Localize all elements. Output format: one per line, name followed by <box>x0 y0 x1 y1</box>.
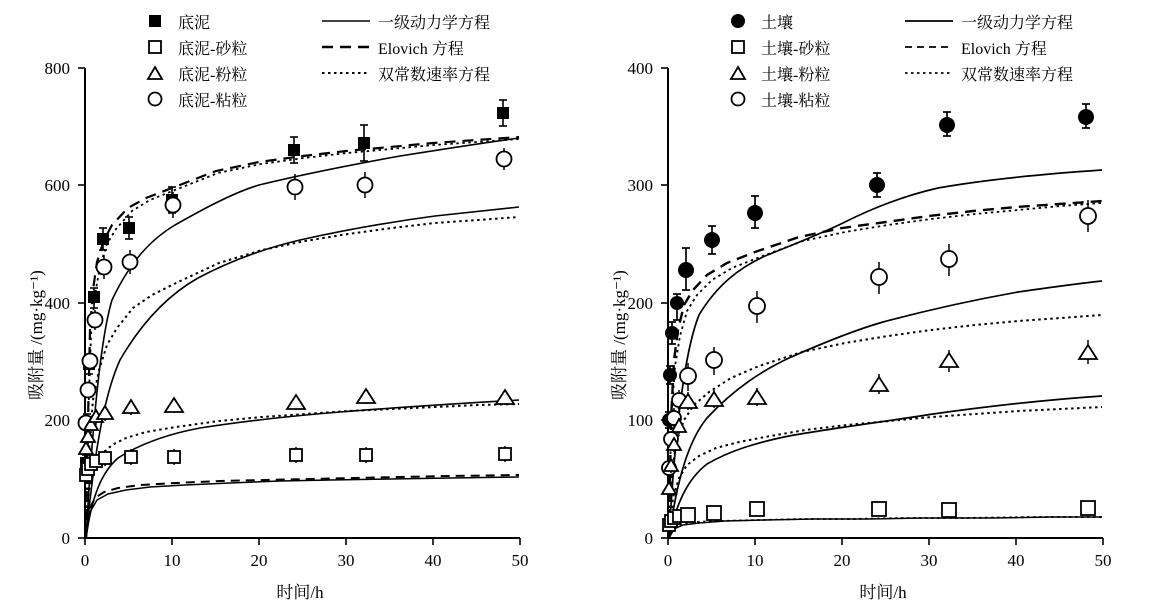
legend-item <box>138 86 247 112</box>
svg-text:100: 100 <box>627 411 653 430</box>
svg-text:400: 400 <box>44 294 70 313</box>
svg-text:30: 30 <box>920 551 938 570</box>
legend-item <box>903 34 1073 60</box>
solid-line-icon <box>320 11 372 31</box>
svg-text:0: 0 <box>61 529 70 548</box>
svg-text:10: 10 <box>746 551 764 570</box>
legend-item <box>903 8 1073 34</box>
svg-text:300: 300 <box>627 176 653 195</box>
svg-text:200: 200 <box>627 294 653 313</box>
plot-right-svg <box>583 0 1165 610</box>
svg-text:0: 0 <box>644 529 653 548</box>
svg-text:200: 200 <box>44 411 70 430</box>
legend-label: 底泥-粉粒 <box>178 66 248 84</box>
open-circle-icon <box>138 89 172 109</box>
svg-text:40: 40 <box>1007 551 1025 570</box>
dashed-line-icon <box>903 37 955 57</box>
legend-item <box>721 8 830 34</box>
svg-text:0: 0 <box>80 551 90 570</box>
legend-label: 土壤-粘粒 <box>761 92 831 110</box>
svg-text:600: 600 <box>44 176 70 195</box>
fit-firstorder-clay-sediment <box>86 207 519 538</box>
legend-item <box>903 60 1073 86</box>
fit-firstorder-sand-soil <box>669 517 1102 538</box>
errorbars-clay-soil <box>669 200 1088 478</box>
fit-doubleconstant-soil <box>669 203 1102 538</box>
x-axis-label-right: 时间/h <box>859 583 907 602</box>
legend-item <box>320 34 490 60</box>
legend-label: 底泥-粘粒 <box>178 92 248 110</box>
legend-item <box>320 8 490 34</box>
legend-label: 土壤 <box>761 14 794 32</box>
fit-doubleconstant-clay-sediment <box>86 217 519 538</box>
fit-doubleconstant-silt-sediment <box>86 404 519 538</box>
fit-firstorder-sand-sediment <box>86 477 519 538</box>
legend-left-col2 <box>320 8 490 86</box>
legend-label: 一级动力学方程 <box>378 14 491 32</box>
markers-clay-sediment <box>79 152 512 431</box>
legend-label: 双常数速率方程 <box>378 66 491 84</box>
fit-elovich-soil <box>669 201 1102 538</box>
legend-label: 底泥 <box>178 14 211 32</box>
y-axis-label-left: 吸附量 /(mg·kg⁻¹) <box>27 270 46 400</box>
legend-label: Elovich 方程 <box>961 40 1047 58</box>
svg-text:50: 50 <box>511 551 529 570</box>
open-square-icon <box>138 37 172 57</box>
legend-item <box>138 34 247 60</box>
open-square-icon <box>721 37 755 57</box>
legend-label: 双常数速率方程 <box>961 66 1074 84</box>
legend-label: 一级动力学方程 <box>961 14 1074 32</box>
open-triangle-icon <box>721 63 755 83</box>
legend-item <box>721 34 830 60</box>
legend-item <box>320 60 490 86</box>
axis-right <box>661 68 1103 545</box>
legend-item <box>138 8 247 34</box>
fit-firstorder-silt-sediment <box>86 400 519 538</box>
svg-text:0: 0 <box>663 551 673 570</box>
solid-line-icon <box>903 11 955 31</box>
legend-label: 土壤-砂粒 <box>761 40 831 58</box>
fit-elovich-sand-sediment <box>86 475 519 538</box>
filled-circle-icon <box>721 11 755 31</box>
markers-clay-soil <box>662 208 1096 475</box>
svg-text:10: 10 <box>163 551 181 570</box>
dotted-line-icon <box>320 63 372 83</box>
dashed-line-icon <box>320 37 372 57</box>
open-circle-icon <box>721 89 755 109</box>
filled-square-icon <box>138 11 172 31</box>
svg-text:40: 40 <box>424 551 442 570</box>
open-triangle-icon <box>138 63 172 83</box>
legend-item <box>721 86 830 112</box>
legend-item <box>138 60 247 86</box>
svg-text:400: 400 <box>627 59 653 78</box>
legend-label: Elovich 方程 <box>378 40 464 58</box>
errorbars-silt-soil <box>669 340 1088 496</box>
axis-left <box>78 68 520 545</box>
tick-labels-left <box>45 59 529 570</box>
legend-right-col1 <box>721 8 830 112</box>
svg-text:800: 800 <box>44 59 70 78</box>
legend-left-col1 <box>138 8 247 112</box>
legend-item <box>721 60 830 86</box>
x-axis-label-left: 时间/h <box>276 583 324 602</box>
svg-text:50: 50 <box>1094 551 1112 570</box>
dotted-line-icon <box>903 63 955 83</box>
legend-label: 底泥-砂粒 <box>178 40 248 58</box>
svg-text:20: 20 <box>833 551 851 570</box>
plot-left-svg <box>0 0 582 610</box>
chart-panel-left <box>0 0 582 610</box>
markers-sand-soil <box>663 501 1095 531</box>
legend-label: 土壤-粉粒 <box>761 66 831 84</box>
legend-right-col2 <box>903 8 1073 86</box>
svg-text:20: 20 <box>250 551 268 570</box>
chart-panel-right <box>583 0 1165 610</box>
y-axis-label-right: 吸附量 /(mg·kg⁻¹) <box>610 270 629 400</box>
markers-silt-soil <box>662 345 1097 494</box>
svg-text:30: 30 <box>337 551 355 570</box>
